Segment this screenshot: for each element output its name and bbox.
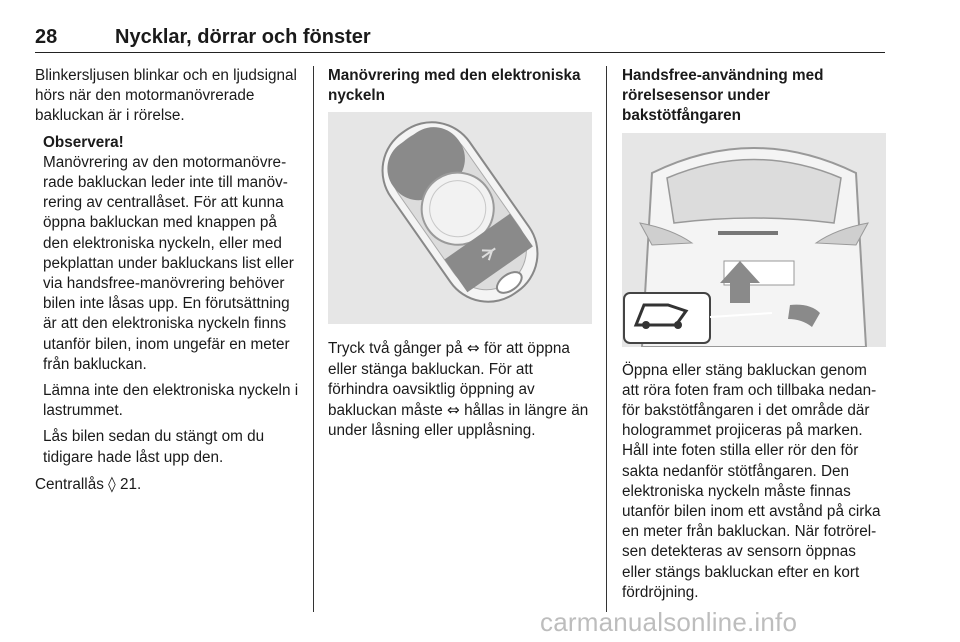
tailgate-button-icon: ⇔ (466, 339, 480, 358)
page-number: 28 (35, 26, 58, 48)
chapter-title: Nycklar, dörrar och fönster (115, 26, 371, 48)
page-header (35, 26, 885, 53)
column-2 (328, 66, 593, 447)
key-operation-paragraph: Tryck två gånger på ⇔ för att öppna eller stänga bakluckan. För att förhindra oavsiktlig öppning av bakluckan måste ⇔ hållas in längre än under låsning eller upplåsning. (328, 339, 589, 440)
reference-label: Centrallås (35, 475, 104, 493)
reference-page: 21. (119, 475, 142, 493)
section-heading: Manövrering med den elektroniska nyckeln (328, 67, 581, 105)
rear-bumper-sensor-illustration (622, 133, 886, 347)
note-box (35, 133, 300, 468)
watermark: carmanualsonline.info (540, 607, 798, 637)
note-title: Observera! (43, 133, 124, 151)
tailgate-button-icon: ⇔ (447, 401, 460, 420)
car-rear-sensor-icon (622, 133, 886, 347)
page-ref-arrow-icon: ◊ (108, 474, 116, 493)
section-heading: Handsfree-användning med rörelsesensor under bakstötfångaren (622, 67, 824, 125)
column-1 (35, 66, 300, 501)
note-paragraph: Lås bilen sedan du stängt om du tidigare hade låst upp den. (43, 428, 265, 466)
column-3 (622, 66, 887, 609)
intro-paragraph: Blinkersljusen blinkar och en ljudsignal hörs när den motormanövrerade bakluckan är i rörelse. (35, 67, 297, 125)
cross-reference[interactable] (35, 474, 300, 495)
electronic-key-illustration (328, 112, 592, 324)
column-divider (606, 66, 607, 612)
column-divider (313, 66, 314, 612)
note-paragraph: Lämna inte den elektroniska nyckeln i lastrummet. (43, 382, 299, 420)
handsfree-paragraph: Öppna eller stäng bakluckan genom att röra foten fram och tillbaka nedanför bakstötfångaren i det område där hologrammet projiceras på marken. Håll inte foten stilla eller rör den för sakta nedanför stötfångaren. Den elektroniska nyckeln måste finnas utanför bilen inom ett avstånd på cirka en meter från bakluckan. När fotrörelsen detekteras av sensorn öppnas eller stängs bakluckan efter en kort fördröjning. (622, 361, 881, 601)
key-fob-icon (328, 112, 592, 324)
note-paragraph: Manövrering av den motormanövrerade bakluckan leder inte till manövrering av centrallåset. För att kunna öppna bakluckan med knappen på den elektroniska nyckeln, eller med pekplattan under bakluckans list eller via handsfree-manövrering behöver bilen inte låsas upp. En förutsättning är att den elektroniska nyckeln finns utanför bilen, inom ungefär en meter från bakluckan. (43, 153, 294, 373)
